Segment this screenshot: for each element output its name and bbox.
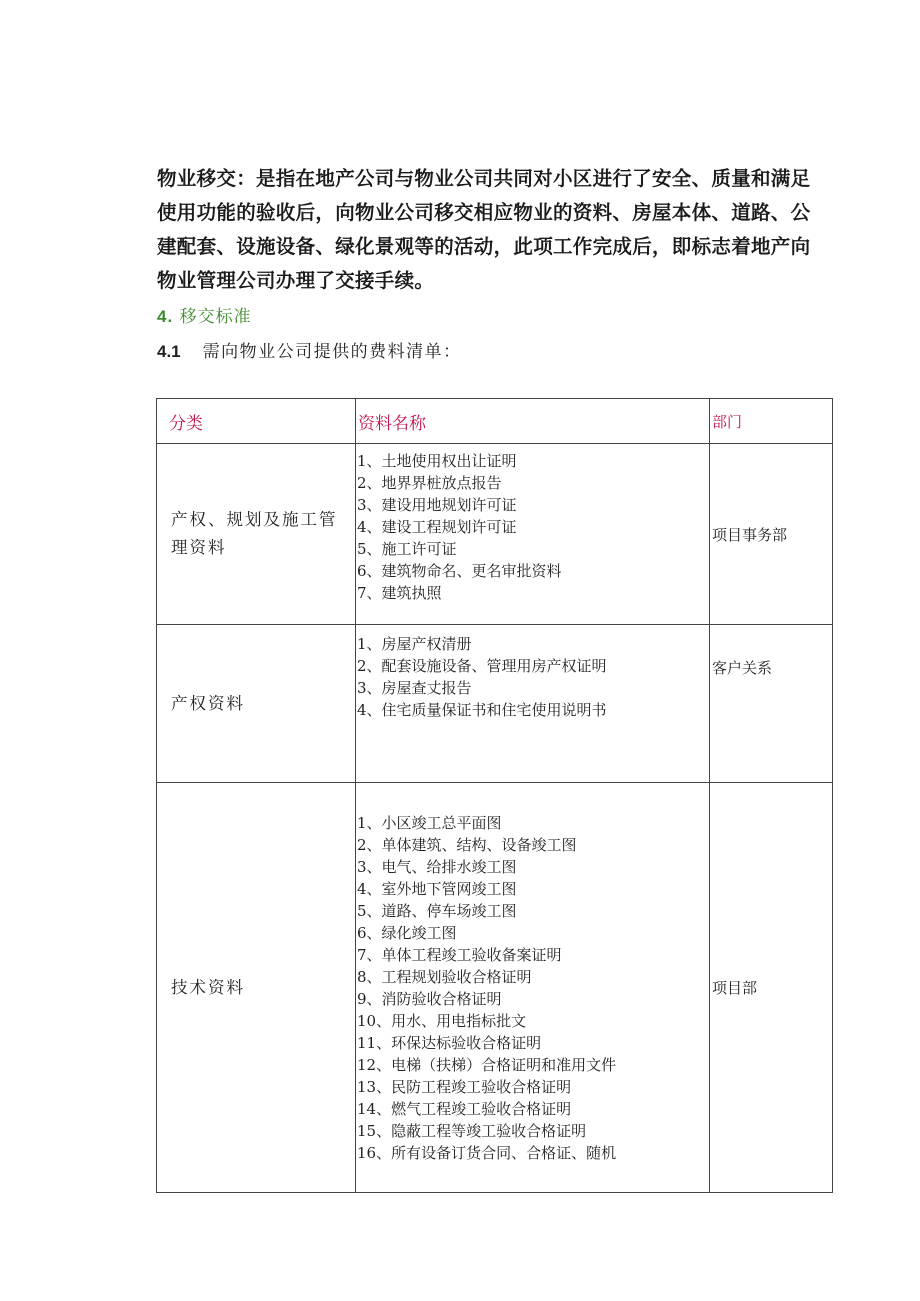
document-item: 7、单体工程竣工验收备案证明	[357, 946, 562, 964]
document-item: 3、建设用地规划许可证	[357, 496, 517, 514]
header-department: 部门	[710, 399, 833, 444]
header-category: 分类	[157, 399, 356, 444]
document-item: 1、土地使用权出让证明	[357, 452, 517, 470]
document-item: 2、单体建筑、结构、设备竣工图	[357, 836, 577, 854]
document-item: 5、施工许可证	[357, 540, 457, 558]
document-item: 2、地界界桩放点报告	[357, 474, 502, 492]
document-item: 14、燃气工程竣工验收合格证明	[357, 1100, 572, 1118]
document-item: 7、建筑执照	[357, 584, 442, 602]
document-item: 13、民防工程竣工验收合格证明	[357, 1078, 572, 1096]
document-item: 10、用水、用电指标批文	[357, 1012, 527, 1030]
items-cell	[356, 444, 710, 625]
document-item: 1、小区竣工总平面图	[357, 814, 502, 832]
table-header-row	[157, 399, 833, 444]
document-item: 5、道路、停车场竣工图	[357, 902, 517, 920]
section-heading	[157, 302, 252, 327]
document-item: 6、建筑物命名、更名审批资料	[357, 562, 562, 580]
document-item: 11、环保达标验收合格证明	[357, 1034, 542, 1052]
document-item: 6、绿化竣工图	[357, 924, 457, 942]
table-row	[157, 625, 833, 783]
category-cell: 产权、规划及施工管理资料	[157, 444, 356, 625]
document-item: 3、房屋查丈报告	[357, 679, 472, 697]
document-item: 15、隐蔽工程等竣工验收合格证明	[357, 1122, 587, 1140]
document-item: 3、电气、给排水竣工图	[357, 858, 517, 876]
document-item: 1、房屋产权清册	[357, 635, 472, 653]
document-item: 12、电梯（扶梯）合格证明和准用文件	[357, 1056, 617, 1074]
items-cell	[356, 783, 710, 1193]
document-item: 9、消防验收合格证明	[357, 990, 502, 1008]
intro-paragraph: 物业移交：是指在地产公司与物业公司共同对小区进行了安全、质量和满足使用功能的验收后，向物业公司移交相应物业的资料、房屋本体、道路、公建配套、设施设备、绿化景观等的活动，此项工作完成后，即标志着地产向物业管理公司办理了交接手续。	[157, 167, 811, 292]
table-row	[157, 783, 833, 1193]
subsection-number: 4.1	[157, 342, 181, 361]
category-cell: 技术资料	[157, 783, 356, 1193]
department-cell: 项目部	[710, 783, 833, 1193]
document-item: 16、所有设备订货合同、合格证、随机	[357, 1144, 617, 1162]
department-cell: 客户关系	[710, 625, 833, 783]
subsection-heading	[157, 337, 462, 362]
section-number: 4.	[157, 307, 174, 326]
subsection-title: 需向物业公司提供的费料清单：	[202, 342, 462, 362]
header-document-name: 资料名称	[356, 399, 710, 444]
department-cell: 项目事务部	[710, 444, 833, 625]
section-title: 移交标准	[179, 307, 252, 327]
document-item: 2、配套设施设备、管理用房产权证明	[357, 657, 607, 675]
document-item: 4、住宅质量保证书和住宅使用说明书	[357, 701, 607, 719]
document-item: 8、工程规划验收合格证明	[357, 968, 532, 986]
table-row	[157, 444, 833, 625]
category-cell: 产权资料	[157, 625, 356, 783]
handover-documents-table	[156, 398, 833, 1193]
document-item: 4、建设工程规划许可证	[357, 518, 517, 536]
document-item: 4、室外地下管网竣工图	[357, 880, 517, 898]
items-cell	[356, 625, 710, 783]
